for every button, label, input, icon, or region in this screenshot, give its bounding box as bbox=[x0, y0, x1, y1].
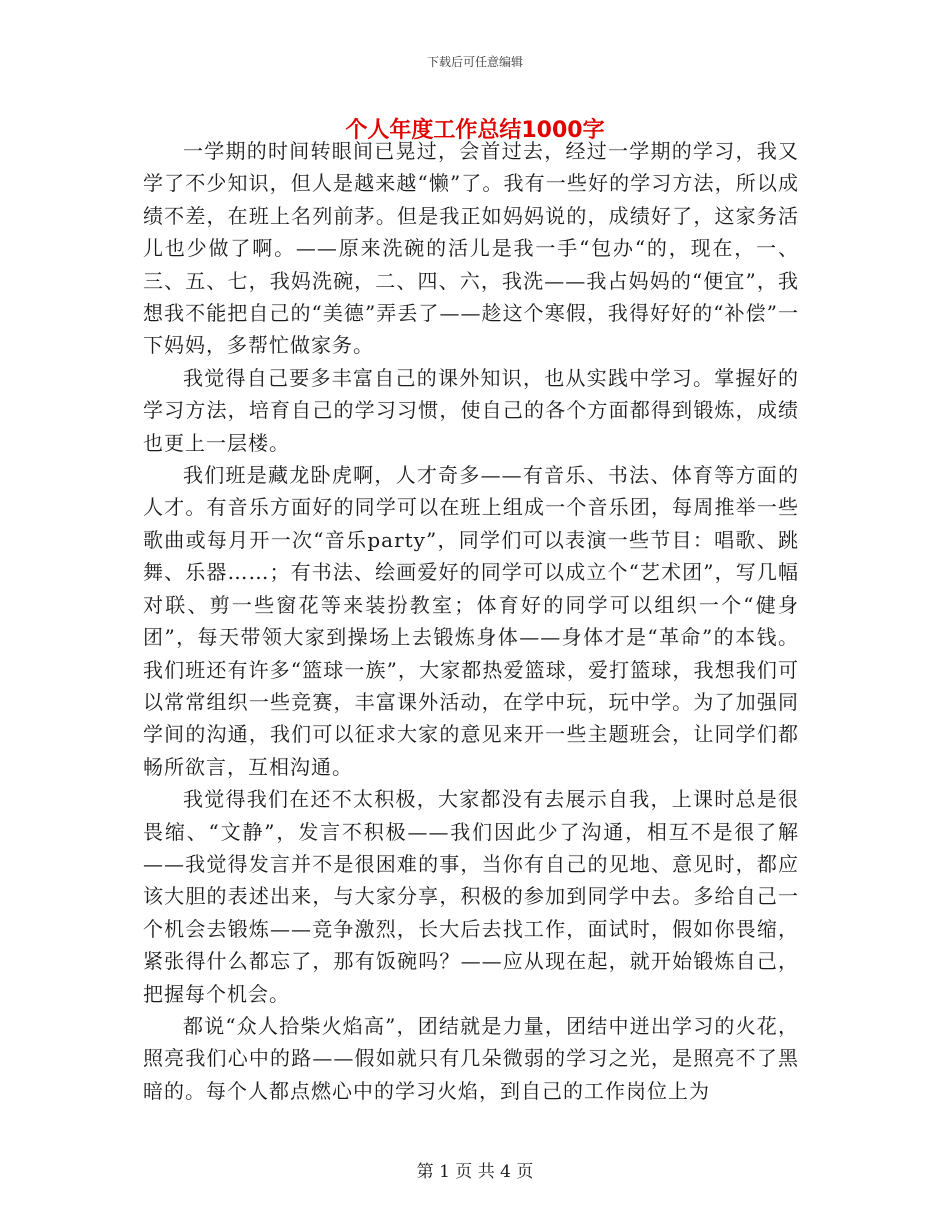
document-title: 个人年度工作总结1000字 bbox=[345, 118, 605, 143]
paragraph: 都说“众人拾柴火焰高”，团结就是力量，团结中迸出学习的火花，照亮我们心中的路——假如就只有几朵微弱的学习之光，是照亮不了黑暗的。每个人都点燃心中的学习火焰，到自己的工作岗位上为 bbox=[143, 1013, 799, 1103]
paragraph: 我们班是藏龙卧虎啊，人才奇多——有音乐、书法、体育等方面的人才。有音乐方面好的同学可以在班上组成一个音乐团，每周推举一些歌曲或每月开一次“音乐party”，同学们可以表演一些节目：唱歌、跳舞、乐器……；有书法、绘画爱好的同学可以成立个“艺术团”，写几幅对联、剪一些窗花等来装扮教室；体育好的同学可以组织一个“健身团”，每天带领大家到操场上去锻炼身体——身体才是“革命”的本钱。我们班还有许多“篮球一族”，大家都热爱篮球，爱打篮球，我想我们可以常常组织一些竞赛，丰富课外活动，在学中玩，玩中学。为了加强同学间的沟通，我们可以征求大家的意见来开一些主题班会，让同学们都畅所欲言，互相沟通。 bbox=[143, 463, 799, 779]
paragraph: 一学期的时间转眼间已晃过，会首过去，经过一学期的学习，我又学了不少知识，但人是越来越“懒”了。我有一些好的学习方法，所以成绩不差，在班上名列前茅。但是我正如妈妈说的，成绩好了，这家务活儿也少做了啊。——原来洗碗的活儿是我一手“包办“的，现在，一、三、五、七，我妈洗碗，二、四、六，我洗——我占妈妈的“便宜”，我想我不能把自己的“美德”弄丢了——趁这个寒假，我得好好的“补偿”一下妈妈，多帮忙做家务。 bbox=[143, 139, 799, 358]
header-note: 下载后可任意编辑 bbox=[426, 55, 523, 69]
paragraph: 我觉得自己要多丰富自己的课外知识，也从实践中学习。掌握好的学习方法，培育自己的学习习惯，使自己的各个方面都得到锻炼，成绩也更上一层楼。 bbox=[143, 365, 799, 455]
page-indicator: 第 1 页 共 4 页 bbox=[416, 1162, 534, 1182]
paragraph: 我觉得我们在还不太积极，大家都没有去展示自我，上课时总是很畏缩、“文静”，发言不积极——我们因此少了沟通，相互不是很了解——我觉得发言并不是很困难的事，当你有自己的见地、意见时，都应该大胆的表述出来，与大家分享，积极的参加到同学中去。多给自己一个机会去锻炼——竞争激烈，长大后去找工作，面试时，假如你畏缩，紧张得什么都忘了，那有饭碗吗？——应从现在起，就开始锻炼自己，把握每个机会。 bbox=[143, 787, 799, 1006]
document-body bbox=[143, 135, 799, 1107]
